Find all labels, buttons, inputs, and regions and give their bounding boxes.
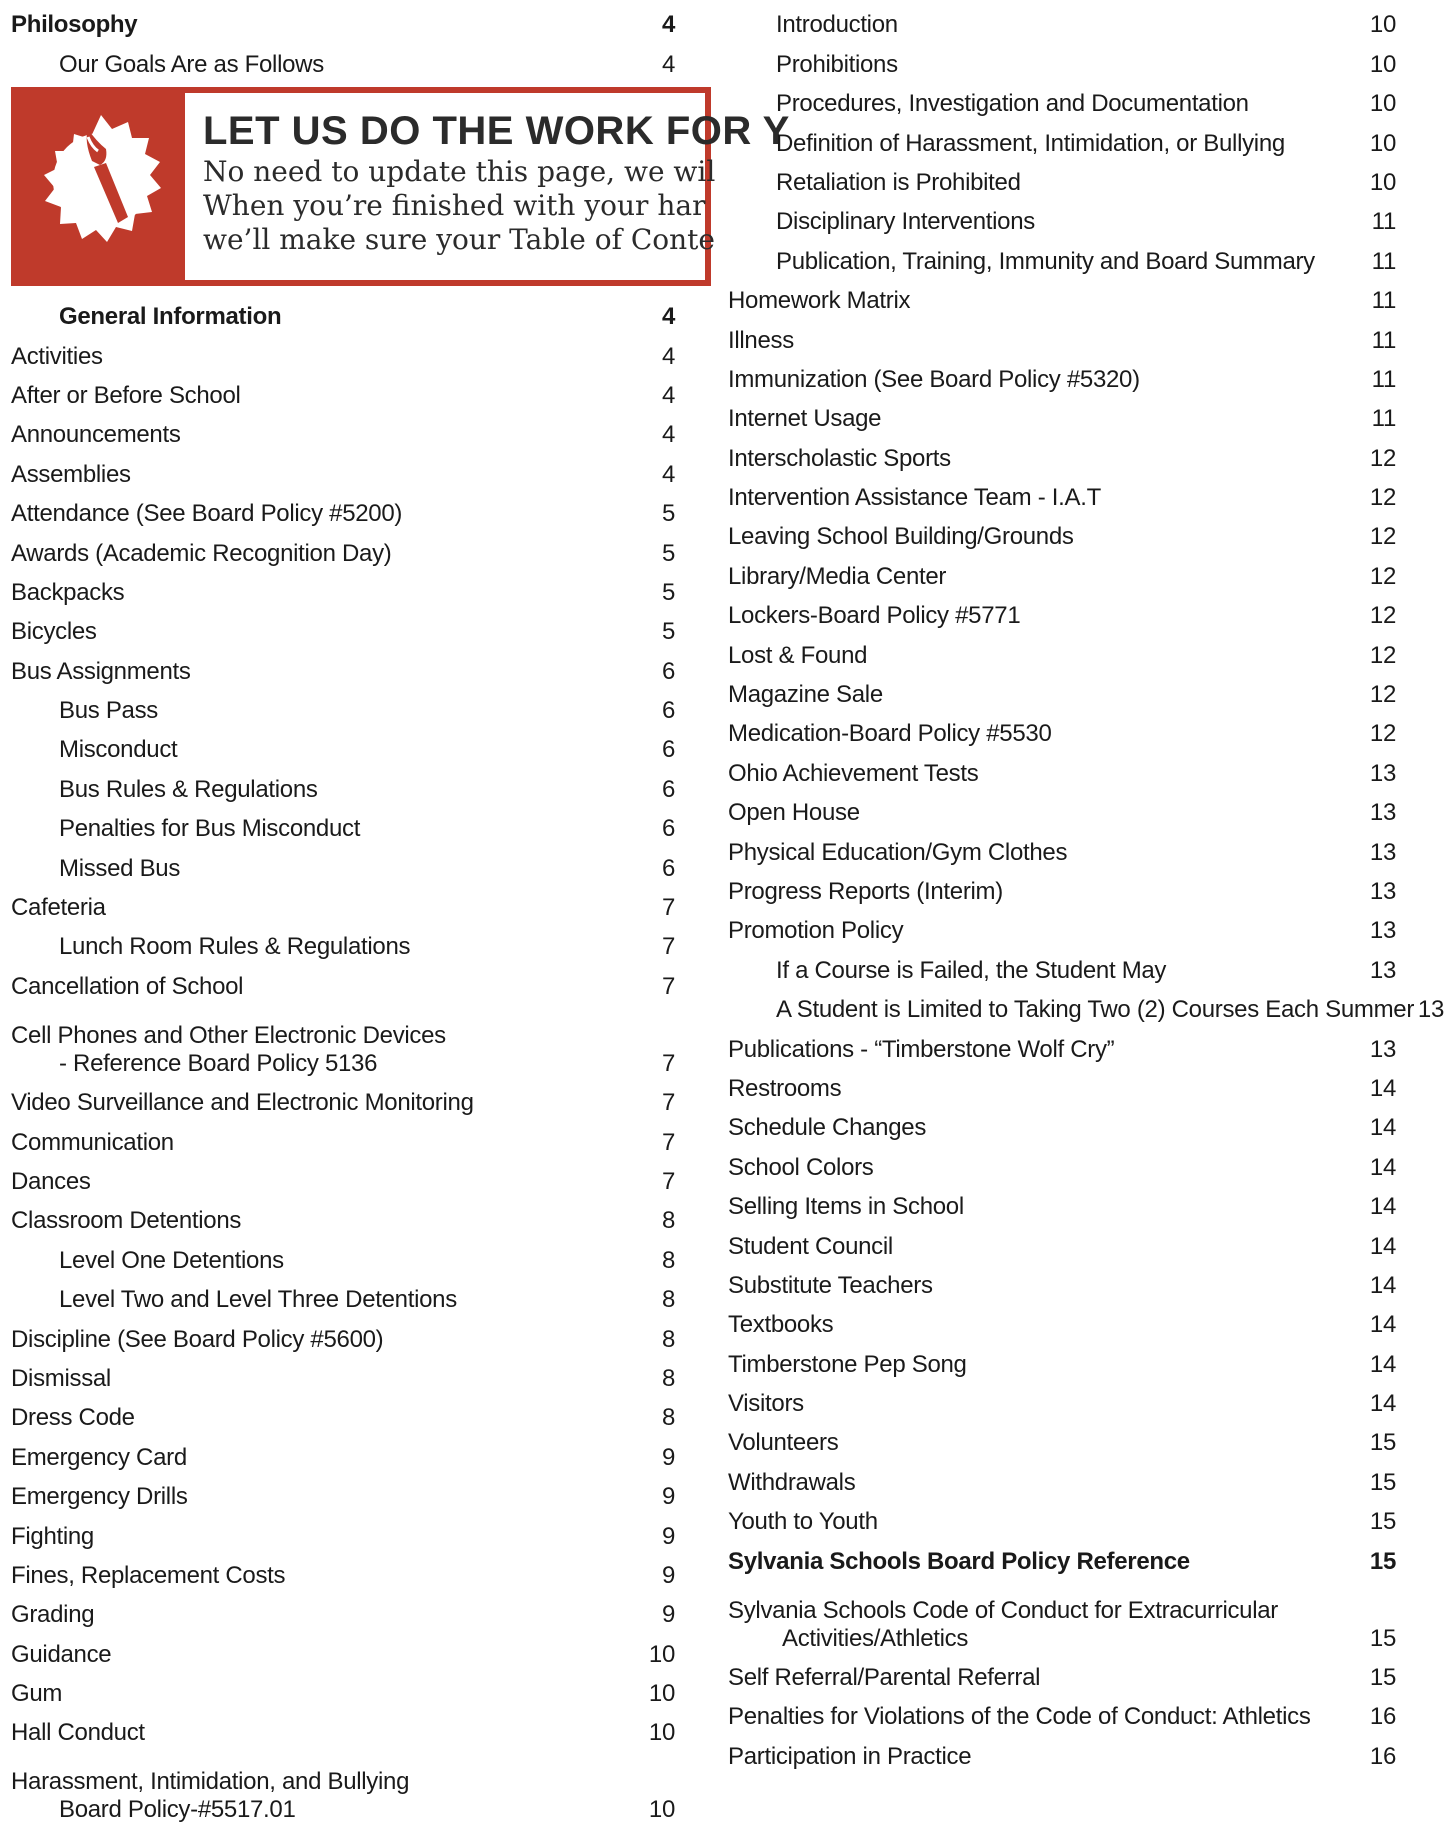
toc-entry-page: 7	[661, 933, 675, 961]
toc-entry-title: Physical Education/Gym Clothes	[728, 838, 1068, 866]
toc-entry-title: Dances	[11, 1167, 91, 1195]
toc-entry-page: 9	[661, 1561, 675, 1589]
toc-entry-page: 4	[661, 342, 675, 370]
toc-entry-page: 7	[661, 1128, 675, 1156]
toc-entry-title: Bus Assignments	[11, 657, 191, 685]
toc-entry-page: 9	[661, 1522, 675, 1550]
toc-entry[interactable]	[728, 1182, 1396, 1221]
toc-entry-page: 14	[1369, 1232, 1396, 1260]
toc-entry[interactable]	[728, 1064, 1396, 1103]
toc-entry-title: Cafeteria	[11, 894, 106, 922]
toc-entry-page: 10	[648, 1796, 675, 1824]
toc-entry-page: 7	[661, 894, 675, 922]
toc-entry[interactable]	[728, 748, 1396, 787]
toc-entry[interactable]	[11, 1314, 675, 1353]
toc-entry[interactable]	[11, 1235, 675, 1274]
toc-entry-page: 7	[661, 1049, 675, 1077]
toc-entry[interactable]	[728, 1536, 1396, 1575]
toc-entry-page: 5	[661, 539, 675, 567]
toc-entry-page: 14	[1369, 1311, 1396, 1339]
toc-entry-title: Bus Pass	[59, 697, 158, 725]
toc-entry-page: 13	[1369, 1035, 1396, 1063]
toc-entry-title: Penalties for Bus Misconduct	[59, 815, 361, 843]
toc-entry-title: Withdrawals	[728, 1468, 856, 1496]
toc-entry[interactable]	[728, 1653, 1396, 1692]
toc-entry-title: Level Two and Level Three Detentions	[59, 1286, 457, 1314]
banner-line-3: we’ll make sure your Table of Conte	[203, 222, 715, 256]
toc-entry-title: After or Before School	[11, 381, 241, 409]
toc-entry-title: Schedule Changes	[728, 1114, 927, 1142]
toc-entry[interactable]	[728, 236, 1396, 275]
toc-entry-title-continuation: - Reference Board Policy 5136	[59, 1049, 378, 1077]
toc-entry-title: Misconduct	[59, 736, 178, 764]
toc-entry-page: 7	[661, 972, 675, 1000]
toc-entry-title: Illness	[728, 326, 794, 354]
toc-entry-title: Guidance	[11, 1640, 112, 1668]
toc-entry-title: Backpacks	[11, 578, 125, 606]
toc-entry[interactable]	[728, 197, 1396, 236]
toc-entry[interactable]	[11, 1078, 675, 1117]
toc-entry-page: 4	[661, 11, 675, 39]
toc-entry[interactable]	[11, 1472, 675, 1511]
toc-entry-page: 10	[648, 1719, 675, 1747]
toc-entry-title: Progress Reports (Interim)	[728, 877, 1003, 905]
toc-entry-title: Intervention Assistance Team - I.A.T	[728, 484, 1101, 512]
toc-entry-page: 9	[661, 1443, 675, 1471]
toc-entry-title: Fighting	[11, 1522, 94, 1550]
toc-entry-page: 8	[661, 1364, 675, 1392]
toc-entry-title: Video Surveillance and Electronic Monitoring	[11, 1089, 474, 1117]
toc-entry[interactable]	[11, 1117, 675, 1156]
toc-entry-page: 5	[661, 500, 675, 528]
toc-entry-title: General Information	[59, 303, 282, 331]
toc-entry-page: 13	[1369, 799, 1396, 827]
toc-entry-title: Textbooks	[728, 1311, 834, 1339]
toc-entry[interactable]	[728, 906, 1396, 945]
toc-entry-page: 11	[1371, 326, 1396, 354]
toc-entry[interactable]	[728, 1261, 1396, 1300]
toc-entry-title: Interscholastic Sports	[728, 444, 951, 472]
toc-entry[interactable]	[11, 1432, 675, 1471]
toc-entry[interactable]	[728, 1692, 1396, 1731]
toc-entry[interactable]	[728, 1379, 1396, 1418]
toc-entry[interactable]	[728, 867, 1396, 906]
toc-entry[interactable]	[728, 512, 1396, 551]
toc-entry[interactable]	[728, 945, 1396, 984]
toc-entry-page: 8	[661, 1325, 675, 1353]
toc-entry-page: 6	[661, 815, 675, 843]
toc-entry[interactable]	[11, 39, 675, 78]
toc-entry-title: Communication	[11, 1128, 174, 1156]
toc-entry-title: Sylvania Schools Board Policy Reference	[728, 1547, 1190, 1575]
toc-entry[interactable]	[11, 1275, 675, 1314]
toc-entry-page: 8	[661, 1404, 675, 1432]
toc-entry-page: 13	[1369, 917, 1396, 945]
toc-entry-title: Hall Conduct	[11, 1719, 145, 1747]
toc-entry-page: 6	[661, 775, 675, 803]
toc-entry-title: Disciplinary Interventions	[776, 208, 1035, 236]
toc-entry-page: 15	[1369, 1508, 1396, 1536]
toc-entry-title	[11, 1768, 409, 1824]
toc-entry-page: 8	[661, 1207, 675, 1235]
toc-entry-title: Restrooms	[728, 1074, 842, 1102]
toc-entry-page: 13	[1417, 996, 1444, 1024]
toc-entry[interactable]	[728, 39, 1396, 78]
toc-entry-page: 8	[661, 1246, 675, 1274]
toc-entry-page: 11	[1371, 405, 1396, 433]
toc-entry-page: 15	[1369, 1664, 1396, 1692]
toc-entry-page: 12	[1369, 523, 1396, 551]
toc-entry-title: Library/Media Center	[728, 562, 947, 590]
toc-entry-page: 8	[661, 1286, 675, 1314]
toc-entry-page: 12	[1369, 444, 1396, 472]
toc-entry-page: 13	[1369, 838, 1396, 866]
toc-entry-page: 4	[661, 421, 675, 449]
toc-entry[interactable]	[11, 646, 675, 685]
toc-entry[interactable]	[11, 1629, 675, 1668]
toc-entry[interactable]	[728, 1497, 1396, 1536]
toc-entry-page: 13	[1369, 956, 1396, 984]
toc-entry[interactable]	[728, 158, 1396, 197]
toc-entry[interactable]	[11, 725, 675, 764]
toc-entry[interactable]	[11, 1708, 675, 1747]
toc-entry-title: Volunteers	[728, 1429, 839, 1457]
toc-entry[interactable]	[11, 922, 675, 961]
toc-entry[interactable]	[11, 331, 675, 370]
toc-entry-title: Awards (Academic Recognition Day)	[11, 539, 392, 567]
toc-entry[interactable]	[11, 1551, 675, 1590]
toc-entry[interactable]	[728, 433, 1396, 472]
toc-entry-title: Lockers-Board Policy #5771	[728, 602, 1021, 630]
toc-entry-title: Promotion Policy	[728, 917, 904, 945]
toc-entry-page: 12	[1369, 562, 1396, 590]
toc-entry-title: Retaliation is Prohibited	[776, 168, 1021, 196]
toc-right-column	[728, 0, 1444, 1771]
toc-entry[interactable]	[11, 1393, 675, 1432]
toc-entry-page: 11	[1371, 208, 1396, 236]
toc-entry-page: 10	[648, 1640, 675, 1668]
toc-entry-page: 12	[1369, 720, 1396, 748]
toc-entry-title: Bus Rules & Regulations	[59, 775, 318, 803]
toc-entry-page: 5	[661, 578, 675, 606]
toc-entry-page: 10	[1369, 50, 1396, 78]
toc-entry[interactable]	[728, 1457, 1396, 1496]
toc-entry-title: Introduction	[776, 11, 898, 39]
toc-entry[interactable]	[728, 394, 1396, 433]
toc-entry[interactable]	[11, 1511, 675, 1550]
toc-entry[interactable]	[11, 0, 675, 39]
toc-entry-page: 15	[1369, 1547, 1396, 1575]
toc-entry[interactable]	[11, 1354, 675, 1393]
toc-entry-page: 5	[661, 618, 675, 646]
toc-entry-title: Internet Usage	[728, 405, 882, 433]
toc-entry[interactable]	[11, 410, 675, 449]
toc-entry-page: 12	[1369, 681, 1396, 709]
toc-entry[interactable]	[11, 1157, 675, 1196]
toc-entry-page: 4	[661, 303, 675, 331]
toc-entry-title: Lunch Room Rules & Regulations	[59, 933, 411, 961]
toc-entry-title: Publication, Training, Immunity and Board Summary	[776, 247, 1315, 275]
toc-entry-page: 6	[661, 697, 675, 725]
toc-entry-title: Attendance (See Board Policy #5200)	[11, 500, 403, 528]
toc-entry-title	[11, 1022, 446, 1078]
toc-entry[interactable]	[11, 607, 675, 646]
toc-entry-title: Immunization (See Board Policy #5320)	[728, 365, 1140, 393]
toc-entry-title-line: Harassment, Intimidation, and Bullying	[11, 1768, 410, 1796]
toc-entry-title: Emergency Drills	[11, 1483, 188, 1511]
toc-entry-page: 11	[1371, 247, 1396, 275]
toc-entry[interactable]	[728, 709, 1396, 748]
toc-entry[interactable]	[728, 670, 1396, 709]
toc-entry-page: 11	[1371, 287, 1396, 315]
toc-entry[interactable]	[728, 551, 1396, 590]
toc-entry-title-continuation: Board Policy-#5517.01	[59, 1796, 296, 1824]
banner-text	[185, 93, 790, 280]
promo-banner	[11, 87, 790, 286]
toc-entry[interactable]	[11, 1001, 675, 1078]
toc-entry-page: 11	[1371, 365, 1396, 393]
toc-entry-title: Assemblies	[11, 460, 131, 488]
toc-entry-page: 16	[1369, 1742, 1396, 1770]
toc-entry-page: 9	[661, 1483, 675, 1511]
toc-entry[interactable]	[11, 1669, 675, 1708]
toc-entry[interactable]	[11, 528, 675, 567]
toc-entry[interactable]	[11, 764, 675, 803]
toc-entry-title: Lost & Found	[728, 641, 868, 669]
toc-entry-page: 4	[661, 50, 675, 78]
toc-entry-page: 14	[1369, 1350, 1396, 1378]
toc-entry-title: Missed Bus	[59, 854, 181, 882]
toc-entry[interactable]	[728, 0, 1396, 39]
toc-entry-title: Grading	[11, 1601, 95, 1629]
toc-entry[interactable]	[728, 1142, 1396, 1181]
toc-entry-title-line: Cell Phones and Other Electronic Devices	[11, 1021, 446, 1049]
badge-zone	[17, 93, 185, 280]
toc-entry[interactable]	[728, 1300, 1396, 1339]
toc-entry[interactable]	[11, 804, 675, 843]
toc-entry-title: Penalties for Violations of the Code of Conduct: Athletics	[728, 1703, 1311, 1731]
toc-entry[interactable]	[11, 371, 675, 410]
toc-entry-page: 10	[648, 1680, 675, 1708]
toc-entry-title: If a Course is Failed, the Student May	[776, 956, 1167, 984]
toc-entry-page: 14	[1369, 1390, 1396, 1418]
toc-entry-title: Selling Items in School	[728, 1193, 964, 1221]
toc-entry-page: 15	[1369, 1624, 1396, 1652]
toc-entry-title: School Colors	[728, 1153, 874, 1181]
toc-entry-title: Homework Matrix	[728, 287, 911, 315]
toc-entry-page: 13	[1369, 877, 1396, 905]
toc-entry-page: 14	[1369, 1271, 1396, 1299]
toc-entry[interactable]	[728, 985, 1444, 1024]
toc-entry[interactable]	[728, 1576, 1396, 1653]
toc-entry-title: Our Goals Are as Follows	[59, 50, 324, 78]
toc-entry-page: 14	[1369, 1193, 1396, 1221]
toc-entry[interactable]	[728, 1731, 1396, 1770]
toc-entry-title: Emergency Card	[11, 1443, 187, 1471]
toc-entry-title: Ohio Achievement Tests	[728, 759, 979, 787]
toc-entry-page: 14	[1369, 1114, 1396, 1142]
toc-entry-title: Gum	[11, 1680, 63, 1708]
toc-entry[interactable]	[728, 276, 1396, 315]
toc-entry[interactable]	[11, 292, 675, 331]
toc-entry-title: Level One Detentions	[59, 1246, 284, 1274]
toc-entry-page: 9	[661, 1601, 675, 1629]
toc-entry[interactable]	[11, 568, 675, 607]
toc-entry-page: 12	[1369, 641, 1396, 669]
toc-entry-title: Substitute Teachers	[728, 1271, 933, 1299]
toc-entry-title: Fines, Replacement Costs	[11, 1561, 286, 1589]
toc-entry[interactable]	[728, 788, 1396, 827]
toc-entry-title: Self Referral/Parental Referral	[728, 1664, 1041, 1692]
toc-entry[interactable]	[728, 1418, 1396, 1457]
toc-entry-title: Medication-Board Policy #5530	[728, 720, 1052, 748]
toc-entry[interactable]	[728, 79, 1396, 118]
toc-entry-title: Definition of Harassment, Intimidation, or Bullying	[776, 129, 1285, 157]
paintbrush-badge-icon	[26, 111, 176, 261]
toc-entry-page: 4	[661, 381, 675, 409]
toc-entry-page: 10	[1369, 129, 1396, 157]
toc-entry-page: 13	[1369, 759, 1396, 787]
toc-entry-title: Prohibitions	[776, 50, 898, 78]
toc-entry-title-continuation: Activities/Athletics	[782, 1624, 969, 1652]
toc-entry[interactable]	[728, 1221, 1396, 1260]
toc-left-main	[11, 292, 675, 1824]
toc-entry-page: 7	[661, 1089, 675, 1117]
toc-entry-title: Visitors	[728, 1390, 804, 1418]
toc-entry[interactable]	[11, 1590, 675, 1629]
toc-entry-title: Student Council	[728, 1232, 893, 1260]
toc-entry-title	[728, 1597, 1278, 1653]
toc-entry-title: Classroom Detentions	[11, 1207, 242, 1235]
toc-entry-title: Dress Code	[11, 1404, 135, 1432]
toc-entry-page: 14	[1369, 1074, 1396, 1102]
toc-entry-title: Bicycles	[11, 618, 97, 646]
toc-entry-page: 4	[661, 460, 675, 488]
toc-entry-title: Timberstone Pep Song	[728, 1350, 967, 1378]
toc-entry-title: Leaving School Building/Grounds	[728, 523, 1074, 551]
toc-entry[interactable]	[11, 686, 675, 725]
toc-entry-page: 16	[1369, 1703, 1396, 1731]
banner-line-2: When you’re finished with your har	[203, 188, 706, 222]
toc-entry[interactable]	[728, 355, 1396, 394]
toc-entry-title: Publications - “Timberstone Wolf Cry”	[728, 1035, 1115, 1063]
toc-entry[interactable]	[728, 315, 1396, 354]
toc-entry-title: Philosophy	[11, 11, 138, 39]
toc-entry[interactable]	[11, 449, 675, 488]
banner-line-1: No need to update this page, we wil	[203, 154, 716, 188]
toc-entry-page: 12	[1369, 602, 1396, 630]
toc-entry-page: 6	[661, 736, 675, 764]
toc-entry-page: 10	[1369, 11, 1396, 39]
toc-entry-title: Cancellation of School	[11, 972, 244, 1000]
toc-entry-title: Youth to Youth	[728, 1508, 878, 1536]
toc-entry-page: 6	[661, 657, 675, 685]
toc-entry[interactable]	[728, 591, 1396, 630]
toc-entry[interactable]	[728, 1339, 1396, 1378]
toc-entry[interactable]	[728, 473, 1396, 512]
toc-entry-title: Participation in Practice	[728, 1742, 972, 1770]
banner-heading: LET US DO THE WORK FOR Y	[203, 108, 790, 153]
toc-entry-title: Dismissal	[11, 1364, 111, 1392]
toc-entry[interactable]	[728, 827, 1396, 866]
toc-entry[interactable]	[11, 883, 675, 922]
toc-entry[interactable]	[11, 961, 675, 1000]
toc-entry-page: 10	[1369, 90, 1396, 118]
toc-entry-title: A Student is Limited to Taking Two (2) Courses Each Summer	[776, 996, 1415, 1024]
toc-entry-page: 15	[1369, 1429, 1396, 1457]
toc-entry[interactable]	[11, 843, 675, 882]
toc-entry[interactable]	[728, 1024, 1396, 1063]
toc-entry-page: 12	[1369, 484, 1396, 512]
toc-entry[interactable]	[11, 1196, 675, 1235]
toc-entry-title: Procedures, Investigation and Documentation	[776, 90, 1249, 118]
toc-entry[interactable]	[11, 489, 675, 528]
toc-entry[interactable]	[728, 1103, 1396, 1142]
toc-entry-title: Activities	[11, 342, 103, 370]
toc-entry-page: 6	[661, 854, 675, 882]
toc-entry-page: 15	[1369, 1468, 1396, 1496]
toc-entry-page: 14	[1369, 1153, 1396, 1181]
toc-entry-page: 7	[661, 1167, 675, 1195]
toc-entry-title-line: Sylvania Schools Code of Conduct for Extracurricular	[728, 1596, 1278, 1624]
toc-entry[interactable]	[728, 630, 1396, 669]
toc-entry-title: Announcements	[11, 421, 181, 449]
toc-entry-title: Discipline (See Board Policy #5600)	[11, 1325, 384, 1353]
toc-entry[interactable]	[11, 1747, 675, 1824]
toc-entry-page: 10	[1369, 168, 1396, 196]
toc-entry-title: Magazine Sale	[728, 681, 883, 709]
toc-left-top	[11, 0, 675, 79]
toc-entry-title: Open House	[728, 799, 860, 827]
toc-entry[interactable]	[728, 118, 1396, 157]
